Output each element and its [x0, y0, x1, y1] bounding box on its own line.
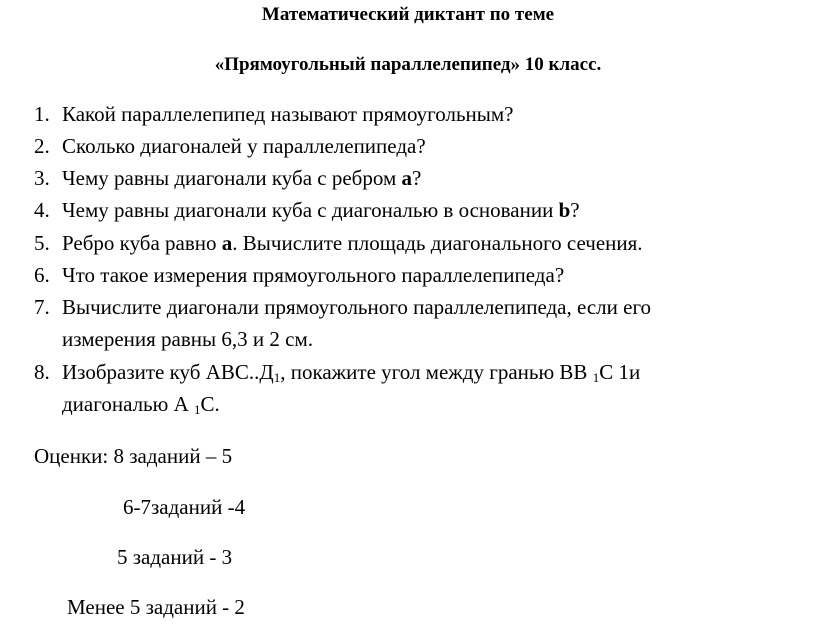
question-2: 2. Сколько диагоналей у параллелепипеда? — [34, 134, 426, 158]
title-line-1: Математический диктант по теме — [261, 4, 555, 25]
question-5: 5. Ребро куба равно а. Вычислите площадь диагонального сечения. — [34, 231, 643, 255]
grade-line-3: 5 заданий - 3 — [117, 545, 233, 569]
grade-line-2: 6-7заданий -4 — [123, 495, 246, 519]
question-3: 3. Чему равны диагонали куба с ребром а? — [34, 166, 422, 190]
grade-line-1: Оценки: 8 заданий – 5 — [34, 444, 233, 468]
question-8-continuation: диагональю А $_1$С. — [62, 392, 220, 417]
question-7: 7. Вычислите диагонали прямоугольного параллелепипеда, если его — [34, 295, 652, 319]
question-1: 1. Какой параллелепипед называют прямоугольным? — [34, 102, 514, 126]
question-6: 6. Что такое измерения прямоугольного параллелепипеда? — [34, 263, 565, 287]
question-7-continuation: измерения равны 6,3 и 2 см. — [62, 327, 313, 351]
title-line-2: «Прямоугольный параллелепипед» 10 класс. — [214, 54, 602, 75]
grade-line-4: Менее 5 заданий - 2 — [67, 595, 245, 619]
question-4: 4. Чему равны диагонали куба с диагональю в основании b? — [34, 198, 580, 222]
question-8: 8. Изобразите куб $АВС..Д_1$, покажите угол между гранью ВВ $_1$С 1и — [34, 360, 641, 385]
